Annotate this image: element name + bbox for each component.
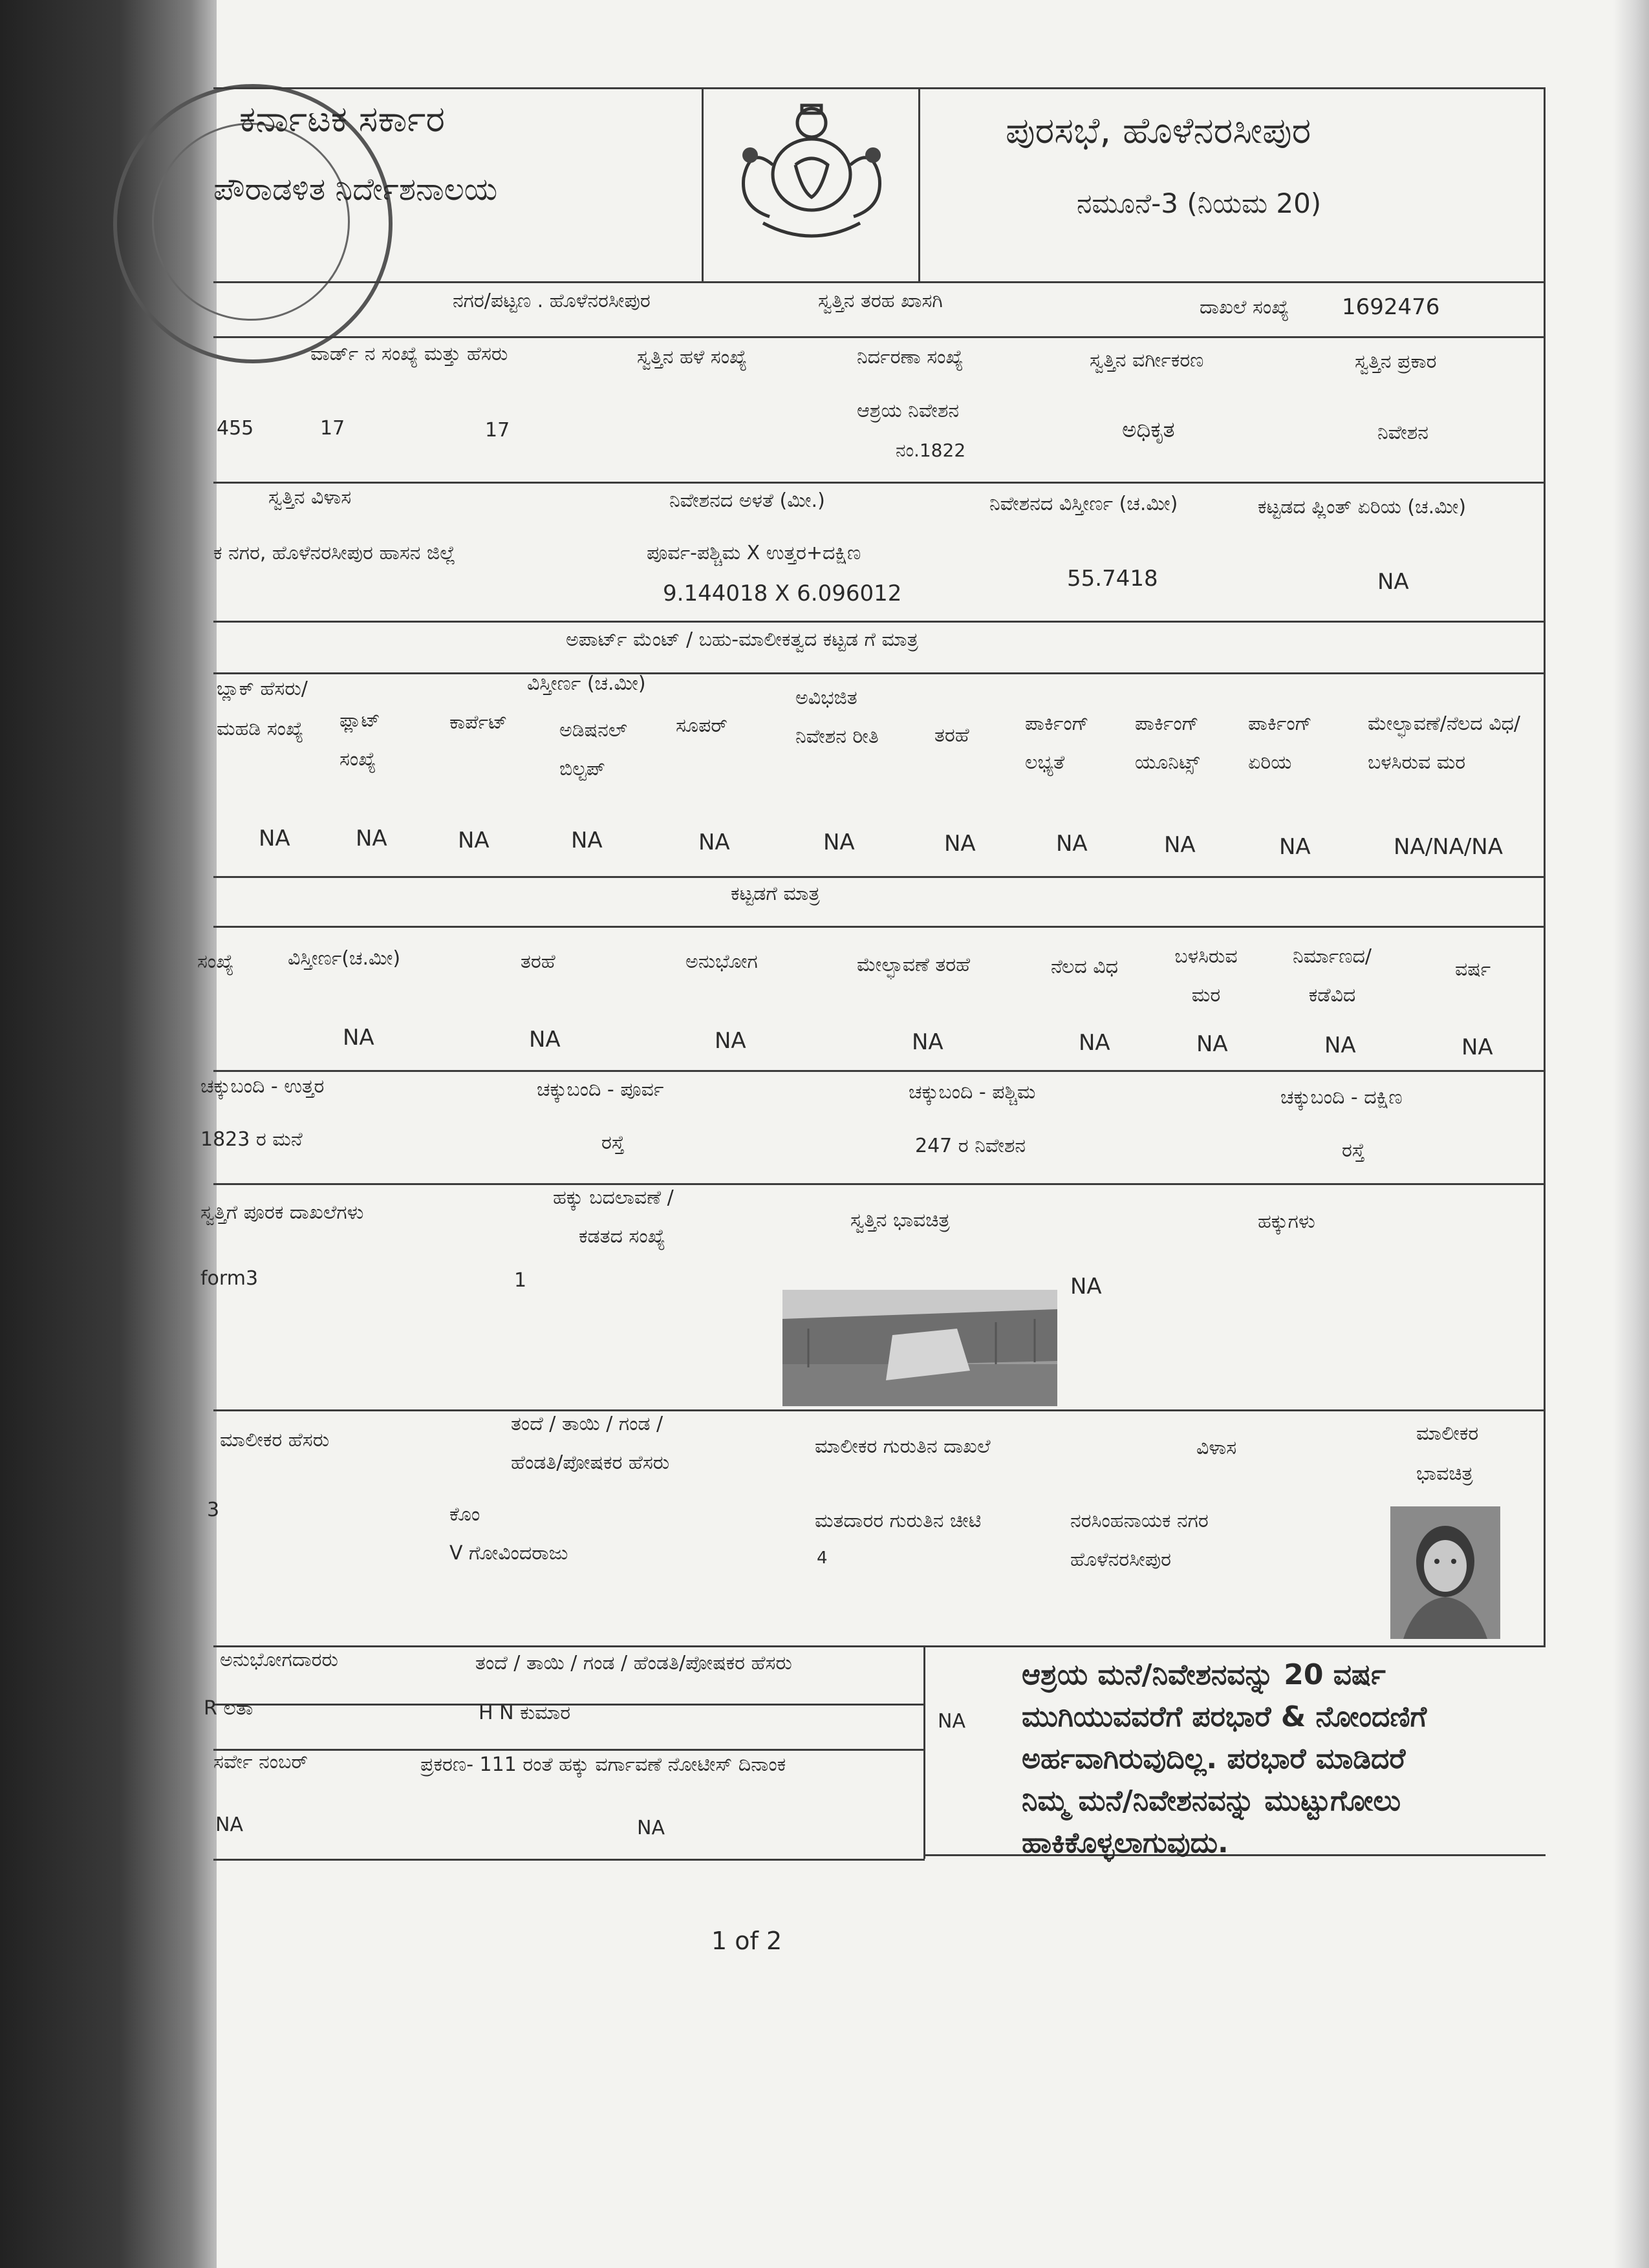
year-header: ವರ್ಷ [1455, 958, 1491, 981]
construction-header: ನಿರ್ಮಾಣದ/ ಕಡೆವಿದ [1292, 945, 1372, 1007]
building-area-header: ವಿಸ್ತೀರ್ಣ(ಚ.ಮೀ) [288, 947, 401, 970]
classification-value: ಅಧಿಕೃತ [1122, 417, 1175, 443]
wood-used-value: NA [1196, 1031, 1228, 1057]
owner-address-line2: ಹೊಳೆನರಸೀಪುರ [1070, 1548, 1172, 1571]
owner-id-number-value: 4 [817, 1548, 828, 1568]
apartment-section-title: ಅಪಾರ್ಟ್ ಮೆಂಟ್ / ಬಹು-ಮಾಲೀಕತ್ವದ ಕಟ್ಟಡ ಗೆ ಮಾತ್ರ [566, 628, 918, 651]
dimension-formula: ಪೂರ್ವ-ಪಶ್ಚಿಮ X ಉತ್ತರ+ದಕ್ಷಿಣ [647, 542, 861, 564]
owner-name-header: ಮಾಲೀಕರ ಹೆಸರು [220, 1429, 330, 1451]
boundary-south-value: ರಸ್ತೆ [1342, 1139, 1365, 1162]
property-kind-value: ನಿವೇಶನ [1377, 422, 1428, 444]
assessment-scheme-value: ಆಶ್ರಯ ನಿವೇಶನ [857, 400, 960, 422]
entry-number-label: ದಾಖಲೆ ಸಂಖ್ಯೆ [1200, 296, 1289, 319]
construction-value: NA [1324, 1032, 1356, 1058]
state-emblem-icon [724, 94, 899, 249]
occupant-header: ಅನುಭೋಗದಾರರು [220, 1649, 338, 1671]
roof-type-header: ಮೇಲ್ಛಾವಣೆ ತರಹೆ [857, 954, 971, 976]
block-floor-header: ಬ್ಲಾಕ್ ಹೆಸರು/ ಮಹಡಿ ಸಂಖ್ಯೆ [217, 678, 308, 740]
asraya-note-line3: ಅರ್ಹವಾಗಿರುವುದಿಲ್ಲ. ಪರಭಾರೆ ಮಾಡಿದರೆ [1022, 1742, 1406, 1775]
additional-builtup-header: ಅಡಿಷನಲ್ ಬಿಲ್ಟಪ್ [559, 719, 627, 780]
municipality-name: ಪುರಸಭೆ, ಹೊಳೆನರಸೀಪುರ [1006, 110, 1311, 152]
property-photo-icon [782, 1290, 1057, 1406]
roof-floor-wood-value: NA/NA/NA [1394, 834, 1503, 860]
government-name: ಕರ್ನಾಟಕ ಸರ್ಕಾರ [239, 98, 446, 140]
super-value: NA [698, 829, 730, 855]
asraya-note-line4: ನಿಮ್ಮ ಮನೆ/ನಿವೇಶನವನ್ನು ಮುಟ್ಟುಗೋಲು [1022, 1784, 1401, 1817]
asraya-note-line5: ಹಾಕಿಕೊಳ್ಳಲಾಗುವುದು. [1022, 1826, 1229, 1859]
parking-availability-header: ಪಾರ್ಕಿಂಗ್ ಲಭ್ಯತೆ [1025, 712, 1089, 774]
classification-header: ಸ್ವತ್ತಿನ ವರ್ಗೀಕರಣ [1090, 349, 1204, 372]
relation-prefix-value: ಕೊಂ [449, 1503, 480, 1526]
remarks-value: NA [938, 1710, 965, 1733]
flat-number-value: NA [356, 826, 387, 851]
block-floor-value: NA [259, 826, 290, 851]
file-number-header: ಕಡತದ ಸಂಖ್ಯೆ [579, 1225, 665, 1248]
parking-area-value: NA [1279, 834, 1311, 860]
asraya-note-line1: ಆಶ್ರಯ ಮನೆ/ನಿವೇಶನವನ್ನು 20 ವರ್ಷ [1022, 1658, 1386, 1691]
ward-number-value: 455 [217, 417, 254, 440]
occupant-relation-header: ತಂದೆ / ತಾಯಿ / ಗಂಡ / ಹೆಂಡತಿ/ಪೋಷಕರ ಹೆಸರು [475, 1652, 792, 1674]
asraya-note-line2: ಮುಗಿಯುವವರೆಗೆ ಪರಭಾರೆ & ನೋಂದಣಿಗೆ [1022, 1700, 1427, 1733]
assessment-number-header: ನಿರ್ದರಣಾ ಸಂಖ್ಯೆ [857, 346, 964, 369]
form-number: ನಮೂನೆ-3 (ನಿಯಮ 20) [1077, 187, 1322, 219]
parking-units-header: ಪಾರ್ಕಿಂಗ್ ಯೂನಿಟ್ಸ್ [1135, 712, 1200, 774]
boundary-west-header: ಚಕ್ಕುಬಂದಿ - ಪಶ್ಚಿಮ [909, 1081, 1036, 1104]
address-header: ಸ್ವತ್ತಿನ ವಿಳಾಸ [268, 486, 352, 509]
owner-photo-icon [1390, 1506, 1500, 1639]
owner-id-doc-value: ಮತದಾರರ ಗುರುತಿನ ಚೀಟಿ [815, 1510, 982, 1532]
ward-name-value: 17 [320, 417, 345, 440]
plinth-area-header: ಕಟ್ಟಡದ ಪ್ಲಿಂತ್ ಏರಿಯ (ಚ.ಮೀ) [1258, 496, 1467, 519]
floor-type-header: ನೆಲದ ವಿಧ [1051, 956, 1119, 978]
owner-id-doc-header: ಮಾಲೀಕರ ಗುರುತಿನ ದಾಖಲೆ [815, 1435, 991, 1458]
usage-header: ಅನುಭೋಗ [685, 950, 758, 973]
survey-number-header: ಸರ್ವೇ ನಂಬರ್ [213, 1751, 308, 1773]
carpet-value: NA [458, 828, 490, 853]
undivided-share-header: ಅವಿಭಜಿತ ನಿವೇಶನ ರೀತಿ [795, 687, 879, 748]
building-number-header: ಸಂಖ್ಯೆ [197, 950, 234, 973]
floor-type-value: NA [1079, 1030, 1110, 1056]
parking-availability-value: NA [1056, 831, 1088, 857]
owner-name-value: 3 [207, 1499, 220, 1521]
property-kind-header: ಸ್ವತ್ತಿನ ಪ್ರಕಾರ [1355, 350, 1437, 373]
assessment-number-value: ನಂ.1822 [896, 440, 966, 461]
apartment-area-group-header: ವಿಸ್ತೀರ್ಣ (ಚ.ಮೀ) [527, 672, 646, 695]
scan-page-edge [1613, 0, 1649, 2268]
building-type-value: NA [529, 1027, 561, 1053]
building-area-value: NA [343, 1025, 374, 1051]
boundary-east-value: ರಸ್ತೆ [601, 1131, 625, 1154]
building-section-title: ಕಟ್ಟಡಗೆ ಮಾತ್ರ [731, 883, 820, 905]
dimension-value: 9.144018 X 6.096012 [663, 581, 902, 606]
super-header: ಸೂಪರ್ [676, 714, 727, 737]
relation-name-value: V ಗೋವಿಂದರಾಜು [449, 1542, 568, 1565]
usage-value: NA [715, 1028, 746, 1054]
boundary-east-header: ಚಕ್ಕುಬಂದಿ - ಪೂರ್ವ [537, 1078, 664, 1101]
owner-photo-header-line1: ಮಾಲೀಕರ [1416, 1422, 1479, 1445]
old-number-value: 17 [485, 419, 510, 442]
supporting-documents-header: ಸ್ವತ್ತಿಗೆ ಪೂರಕ ದಾಖಲೆಗಳು [200, 1201, 364, 1224]
site-area-header: ನಿವೇಶನದ ವಿಸ್ತೀರ್ಣ (ಚ.ಮೀ) [989, 493, 1178, 515]
owner-address-header: ವಿಳಾಸ [1196, 1437, 1237, 1459]
parking-area-header: ಪಾರ್ಕಿಂಗ್ ಏರಿಯ [1248, 712, 1312, 774]
roof-floor-wood-header: ಮೇಲ್ಛಾವಣೆ/ನೆಲದ ವಿಧ/ಬಳಸಿರುವ ಮರ [1368, 712, 1521, 774]
survey-number-value: NA [215, 1813, 243, 1836]
owner-photo-header-line2: ಭಾವಚಿತ್ರ [1416, 1462, 1473, 1485]
year-value: NA [1461, 1034, 1493, 1060]
municipal-seal-inner-ring [152, 123, 350, 321]
owner-address-line1: ನರಸಿಂಹನಾಯಕ ನಗರ [1070, 1510, 1209, 1532]
parking-units-value: NA [1164, 832, 1196, 858]
occupant-relation-value: H N ಕುಮಾರ [479, 1702, 571, 1724]
apartment-type-value: NA [944, 831, 976, 857]
property-type-field: ಸ್ವತ್ತಿನ ತರಹ ಖಾಸಗಿ [818, 290, 943, 312]
apartment-type-header: ತರಹೆ [934, 724, 969, 747]
building-type-header: ತರಹೆ [521, 950, 555, 973]
property-photo-header: ಸ್ವತ್ತಿನ ಭಾವಚಿತ್ರ [850, 1209, 950, 1232]
rights-value: NA [1070, 1274, 1102, 1300]
flat-number-header: ಫ್ಲಾಟ್ ಸಂಖ್ಯೆ [339, 709, 380, 771]
occupant-name-value: R ಲತಾ [204, 1697, 253, 1720]
old-number-header: ಸ್ವತ್ತಿನ ಹಳೆ ಸಂಖ್ಯೆ [637, 346, 748, 369]
additional-builtup-value: NA [571, 828, 603, 853]
relation-header-line1: ತಂದೆ / ತಾಯಿ / ಗಂಡ / [511, 1413, 663, 1435]
page-number: 1 of 2 [711, 1927, 782, 1955]
wood-used-header: ಬಳಸಿರುವ ಮರ [1174, 945, 1238, 1007]
boundary-south-header: ಚಕ್ಕುಬಂದಿ - ದಕ್ಷಿಣ [1280, 1086, 1403, 1109]
rights-change-header: ಹಕ್ಕು ಬದಲಾವಣೆ / [553, 1186, 674, 1209]
relation-header-line2: ಹೆಂಡತಿ/ಪೋಷಕರ ಹೆಸರು [511, 1451, 670, 1474]
roof-type-value: NA [912, 1029, 943, 1055]
department-name: ಪೌರಾಡಳಿತ ನಿರ್ದೇಶನಾಲಯ [213, 171, 498, 208]
boundary-north-value: 1823 ರ ಮನೆ [200, 1128, 303, 1151]
supporting-document-value: form3 [200, 1267, 259, 1290]
ward-header: ವಾರ್ಡ್ ನ ಸಂಖ್ಯೆ ಮತ್ತು ಹೆಸರು [310, 343, 508, 365]
entry-number-value: 1692476 [1342, 294, 1440, 320]
boundary-north-header: ಚಕ್ಕುಬಂದಿ - ಉತ್ತರ [200, 1075, 325, 1098]
site-area-value: 55.7418 [1067, 566, 1158, 592]
boundary-west-value: 247 ರ ನಿವೇಶನ [915, 1135, 1026, 1157]
address-value: ಕ ನಗರ, ಹೊಳೆನರಸೀಪುರ ಹಾಸನ ಜಿಲ್ಲೆ [213, 542, 456, 564]
carpet-header: ಕಾರ್ಪೆಟ್ [449, 711, 508, 734]
notice-date-value: NA [637, 1817, 665, 1839]
file-number-value: 1 [514, 1269, 527, 1292]
undivided-share-value: NA [823, 829, 855, 855]
plinth-area-value: NA [1377, 569, 1409, 595]
rights-header: ಹಕ್ಕುಗಳು [1258, 1210, 1315, 1233]
city-field: ನಗರ/ಪಟ್ಟಣ . ಹೊಳೆನರಸೀಪುರ [453, 290, 651, 312]
notice-date-header: ಪ್ರಕರಣ- 111 ರಂತೆ ಹಕ್ಕು ವರ್ಗಾವಣೆ ನೋಟೀಸ್ ದಿನಾಂಕ [420, 1753, 786, 1776]
dimension-header: ನಿವೇಶನದ ಅಳತೆ (ಮೀ.) [669, 489, 825, 512]
